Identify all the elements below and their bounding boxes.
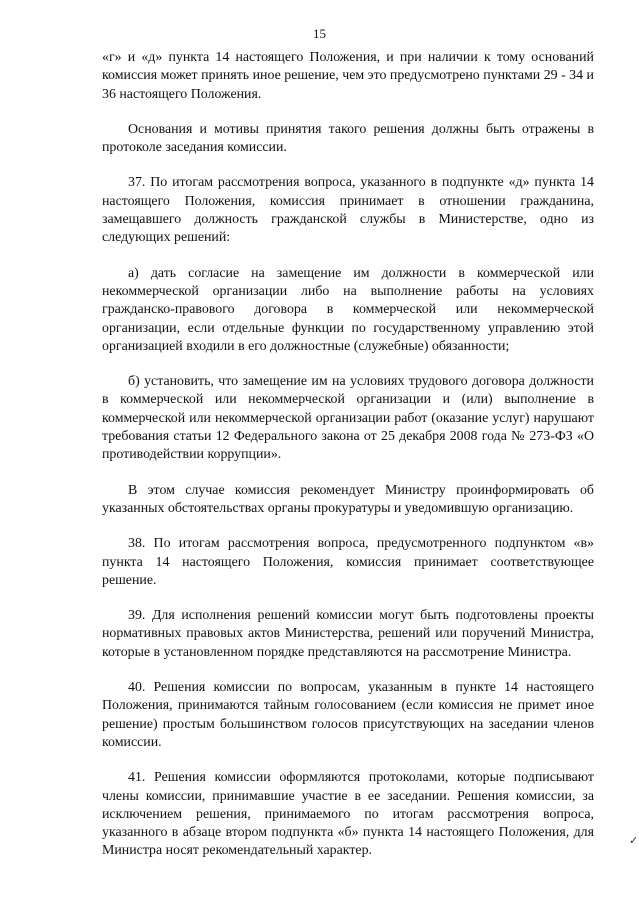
document-body — [102, 49, 594, 878]
scan-speck-mark: ✓ — [629, 835, 639, 847]
paragraph-clause-38: 38. По итогам рассмотрения вопроса, предусмотренного подпунктом «в» пункта 14 настоящего Положения, комиссия принимает соответствующее решение. — [102, 536, 594, 588]
paragraph-clause-37-b: б) установить, что замещение им на условиях трудового договора должности в коммерческой или некоммерческой организации и (или) выполнение в коммерческой или некоммерческой организации работ (оказание услуг) нарушают требования статьи 12 Федерального закона от 25 декабря 2008 года № 273-ФЗ «О противодействии коррупции». — [102, 374, 594, 463]
paragraph-grounds-and-motives: Основания и мотивы принятия такого решения должны быть отражены в протоколе заседания комиссии. — [102, 121, 594, 156]
paragraph-clause-40: 40. Решения комиссии по вопросам, указанным в пункте 14 настоящего Положения, принимаются тайным голосованием (если комиссия не примет иное решение) простым большинством голосов присутствующих на заседании членов комиссии. — [102, 680, 594, 750]
paragraph-clause-39: 39. Для исполнения решений комиссии могут быть подготовлены проекты нормативных правовых актов Министерства, решений или поручений Министра, которые в установленном порядке представляются на рассмотрение Министра. — [102, 608, 594, 660]
paragraph-recommendation: В этом случае комиссия рекомендует Министру проинформировать об указанных обстоятельствах органы прокуратуры и уведомившую организацию. — [102, 482, 594, 516]
paragraph-clause-37-a: а) дать согласие на замещение им должности в коммерческой или некоммерческой организации либо на выполнение работы на условиях гражданско-правового договора в коммерческой или некоммерческой организации, если отдельные функции по государственному управлению этой организацией входили в его должностные (служебные) обязанности; — [102, 265, 594, 354]
paragraph-continuation: «г» и «д» пункта 14 настоящего Положения, и при наличии к тому оснований комиссия может принять иное решение, чем это предусмотрено пунктами 29 - 34 и 36 настоящего Положения. — [102, 50, 594, 102]
page-number: 15 — [313, 26, 326, 41]
paragraph-clause-41: 41. Решения комиссии оформляются протоколами, которые подписывают члены комиссии, принимавшие участие в ее заседании. Решения комиссии, за исключением решения, принимаемого по итогам рассмотрения вопроса, указанного в абзаце втором подпункта «б» пункта 14 настоящего Положения, для Министра носят рекомендательный характер. — [102, 770, 594, 859]
paragraph-clause-37: 37. По итогам рассмотрения вопроса, указанного в подпункте «д» пункта 14 настоящего Положения, комиссия принимает в отношении гражданина, замещавшего должность гражданской службы в Министерстве, одно из следующих решений: — [102, 175, 594, 246]
